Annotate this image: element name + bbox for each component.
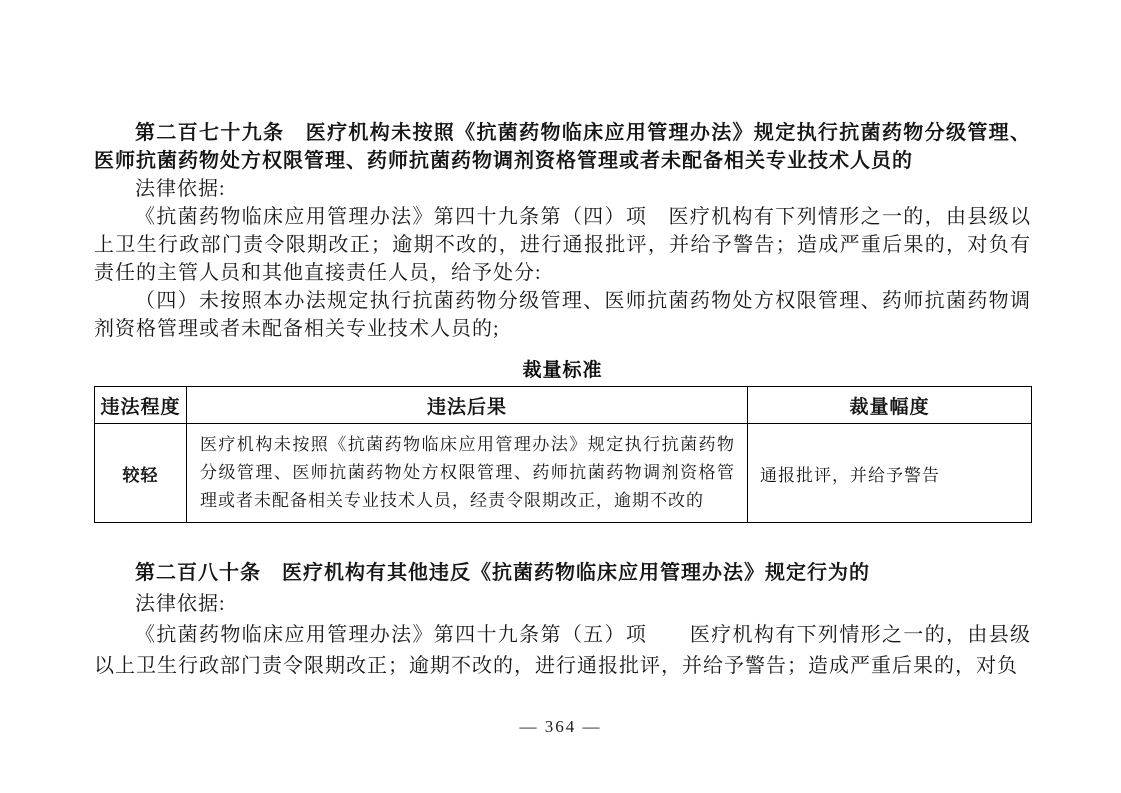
column-header-violation-degree: 违法程度 (95, 387, 187, 424)
table-row (95, 424, 1032, 523)
article-280-heading: 第二百八十条 医疗机构有其他违反《抗菌药物临床应用管理办法》规定行为的 (135, 562, 870, 584)
article-279-section (94, 119, 1031, 343)
article-280-section (94, 558, 1031, 682)
page-number: — 364 — (519, 717, 602, 736)
article-279-legal-basis-label: 法律依据: (135, 178, 226, 200)
table-header-row (95, 387, 1032, 424)
article-280-legal-basis-text: 《抗菌药物临床应用管理办法》第四十九条第（五）项 医疗机构有下列情形之一的，由县级以上卫生行政部门责令限期改正；逾期不改的，进行通报批评，并给予警告；造成严重后果的，对负 (94, 624, 1031, 677)
discretion-table-title: 裁量标准 (522, 360, 603, 381)
page-content (94, 119, 1031, 682)
cell-violation-consequence: 医疗机构未按照《抗菌药物临床应用管理办法》规定执行抗菌药物分级管理、医师抗菌药物处方权限管理、药师抗菌药物调剂资格管理或者未配备相关专业技术人员，经责令限期改正，逾期不改的 (187, 424, 748, 523)
discretion-standards-table (94, 386, 1032, 523)
article-279-heading: 第二百七十九条 医疗机构未按照《抗菌药物临床应用管理办法》规定执行抗菌药物分级管理、医师抗菌药物处方权限管理、药师抗菌药物调剂资格管理或者未配备相关专业技术人员的 (94, 122, 1031, 172)
article-279-item-four-text: （四）未按照本办法规定执行抗菌药物分级管理、医师抗菌药物处方权限管理、药师抗菌药物调剂资格管理或者未配备相关专业技术人员的; (94, 290, 1031, 340)
cell-discretion-range: 通报批评，并给予警告 (748, 424, 1032, 523)
column-header-discretion-range: 裁量幅度 (748, 387, 1032, 424)
article-280-legal-basis-label: 法律依据: (135, 593, 226, 615)
column-header-violation-consequence: 违法后果 (187, 387, 748, 424)
cell-violation-degree: 较轻 (95, 424, 187, 523)
article-279-legal-basis-text: 《抗菌药物临床应用管理办法》第四十九条第（四）项 医疗机构有下列情形之一的，由县级以上卫生行政部门责令限期改正；逾期不改的，进行通报批评，并给予警告；造成严重后果的，对负有责任的主管人员和其他直接责任人员，给予处分: (94, 206, 1031, 284)
